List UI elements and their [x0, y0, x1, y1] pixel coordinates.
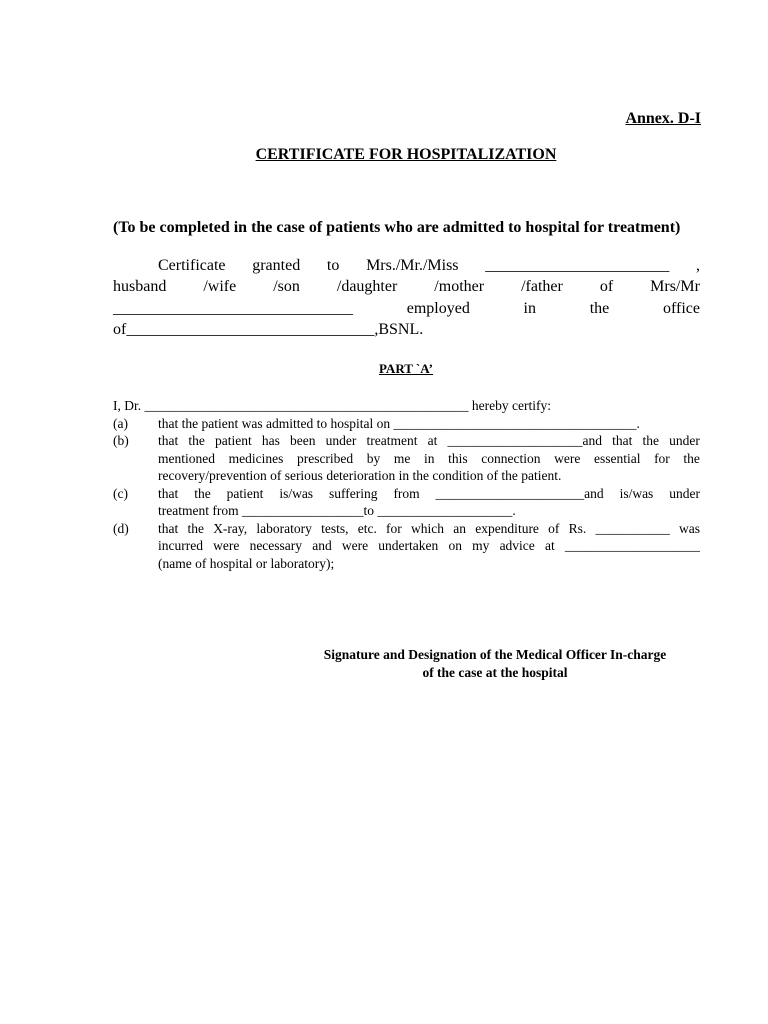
clause-word: is/was	[279, 485, 314, 501]
annex-label: Annex. D-I	[625, 110, 701, 127]
clause-b-line-1	[113, 432, 700, 450]
clause-word: that	[158, 520, 179, 536]
clause-word: ____________________	[564, 538, 700, 553]
clause-word: the	[642, 433, 659, 448]
clause-word: my	[472, 538, 490, 553]
clause-word: ___________	[595, 520, 670, 536]
clause-word: was	[678, 520, 700, 536]
clause-word: medicines	[228, 450, 284, 466]
clause-word: patient	[226, 485, 264, 501]
clause-word: this	[448, 450, 468, 466]
clause-word: advice	[499, 538, 535, 553]
clause-word: the	[683, 450, 700, 466]
clause-word: in	[424, 450, 435, 466]
clause-word: mentioned	[158, 450, 215, 466]
clause-word: at	[427, 433, 438, 448]
page-title: CERTIFICATE FOR HOSPITALIZATION	[255, 146, 557, 163]
clause-text: that the patient was admitted to hospital on ____________________________________.	[158, 415, 640, 431]
clause-word: been	[290, 433, 316, 448]
certificate-line-1	[113, 255, 700, 276]
clause-word: is/was	[619, 485, 654, 501]
clause-d-line-3: (name of hospital or laboratory);	[158, 555, 335, 571]
clause-label: (c)	[113, 485, 128, 501]
clause-a	[113, 415, 700, 433]
clause-word: essential	[593, 450, 641, 466]
clause-word: the	[187, 520, 204, 536]
clause-word: under	[669, 433, 700, 448]
signature-line-2: of the case at the hospital	[422, 664, 568, 680]
clause-word: an	[453, 520, 466, 536]
clause-b-line-3: recovery/prevention of serious deterioration in the condition of the patient.	[158, 468, 562, 483]
clause-word: has	[261, 433, 280, 448]
clause-word: incurred	[158, 538, 203, 553]
clause-word: by	[366, 450, 381, 466]
clause-word: ______________________and	[435, 485, 604, 501]
clause-word: etc.	[357, 520, 377, 536]
clause-word: were	[554, 450, 581, 466]
certificate-word: /daughter	[336, 278, 398, 296]
clause-text	[158, 537, 700, 555]
clause-word: treatment	[366, 433, 418, 448]
clause-word: under	[325, 433, 357, 448]
certificate-word: Mrs/Mr	[650, 278, 700, 296]
clause-text	[158, 450, 700, 468]
clause-text	[158, 520, 700, 538]
clause-word: X-ray,	[213, 520, 248, 536]
clause-word: the	[194, 485, 211, 501]
certificate-word: to	[326, 257, 340, 274]
certificate-word: ,	[695, 257, 700, 274]
clause-word: of	[548, 520, 560, 536]
clause-text	[158, 432, 700, 450]
clause-word: for	[654, 450, 670, 466]
certificate-word: of	[599, 278, 614, 296]
clause-d-line-2	[113, 537, 700, 555]
certificate-word: /son	[273, 278, 300, 296]
clause-word: from	[393, 485, 420, 501]
signature-block	[290, 646, 700, 681]
clause-word: ____________________and	[447, 433, 602, 448]
certificate-word: in	[523, 299, 536, 317]
clause-word: tests,	[321, 520, 349, 536]
clause-word: that	[158, 433, 179, 448]
clause-word: prescribed	[296, 450, 354, 466]
clause-word: me	[393, 450, 411, 466]
clause-word: necessary	[249, 538, 303, 553]
certificate-word: husband	[113, 278, 167, 296]
clause-c-line-2: treatment from __________________to ____________________.	[158, 503, 516, 518]
clause-word: were	[341, 538, 369, 553]
clause-label: (a)	[113, 415, 128, 431]
clause-word: suffering	[329, 485, 378, 501]
clause-word: laboratory	[256, 520, 312, 536]
clause-word: on	[448, 538, 462, 553]
clause-word: connection	[481, 450, 541, 466]
certificate-word: /mother	[434, 278, 485, 296]
clause-word: that	[158, 485, 179, 501]
clause-text	[158, 485, 700, 503]
subtitle: (To be completed in the case of patients who are admitted to hospital for treatment)	[113, 219, 681, 236]
clause-word: which	[411, 520, 445, 536]
clause-c-line-1	[113, 485, 700, 503]
clause-word: undertaken	[378, 538, 439, 553]
clause-word: Rs.	[568, 520, 587, 536]
part-a-heading: PART `A’	[378, 361, 434, 376]
certificate-line-2	[113, 276, 700, 297]
certificate-paragraph	[113, 255, 700, 340]
certificate-line-4: of_______________________________,BSNL.	[113, 320, 424, 338]
clause-d-line-1	[113, 520, 700, 538]
certificate-word: /father	[521, 278, 563, 296]
signature-line-1: Signature and Designation of the Medical Officer In-charge	[323, 647, 667, 662]
part-a-body	[113, 397, 700, 572]
clause-word: were	[213, 538, 240, 553]
clause-b-line-2	[113, 450, 700, 468]
clause-word: patient	[215, 433, 252, 448]
clause-word: the	[188, 433, 205, 448]
certificate-word: office	[662, 299, 700, 317]
clause-word: expenditure	[475, 520, 539, 536]
clause-word: at	[544, 538, 555, 553]
certificate-word: Mrs./Mr./Miss	[366, 257, 459, 274]
certificate-word: /wife	[203, 278, 237, 296]
clause-label: (d)	[113, 520, 129, 536]
certificate-word: employed	[406, 299, 470, 317]
certificate-word: granted	[252, 257, 301, 274]
employee-name-blank: ______________________________	[113, 299, 353, 317]
certify-intro: I, Dr. ________________________________________________ hereby certify:	[113, 398, 551, 413]
certificate-word: the	[589, 299, 610, 317]
clause-word: under	[669, 485, 700, 501]
clause-word: for	[386, 520, 402, 536]
clause-word: that	[612, 433, 633, 448]
certificate-word: Certificate	[158, 257, 226, 274]
name-blank: _______________________	[485, 257, 670, 274]
clause-label: (b)	[113, 433, 129, 448]
certificate-line-3	[113, 298, 700, 319]
clause-word: and	[312, 538, 332, 553]
